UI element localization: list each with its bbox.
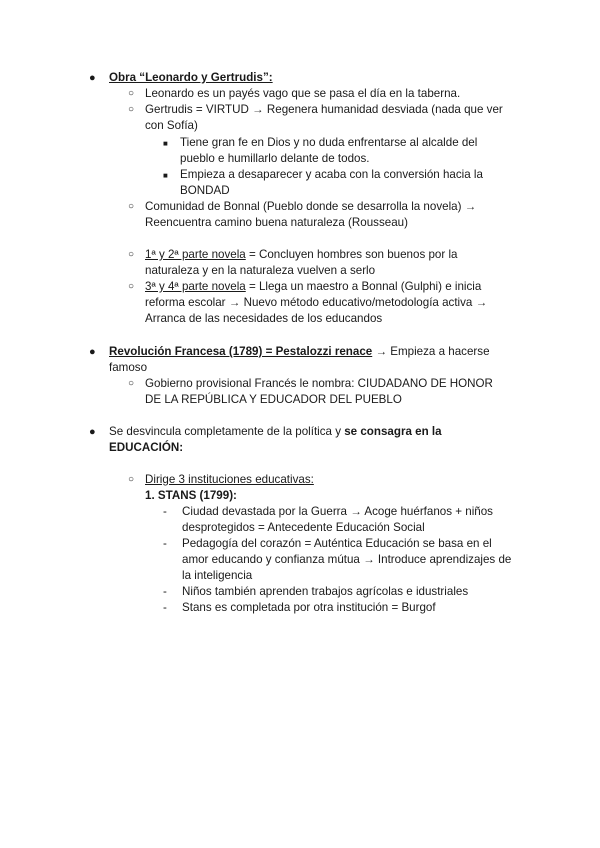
bullet-circle: ○	[128, 88, 135, 99]
bullet-dash: -	[163, 505, 167, 518]
list-item	[145, 280, 481, 294]
list-item: Stans es completada por otra institución = Burgof	[182, 601, 436, 614]
bullet-square: ■	[163, 139, 168, 148]
bullet-dash: -	[163, 585, 167, 598]
item-text: = Llega un maestro a Bonnal (Gulphi) e inicia	[245, 280, 482, 293]
bullet-dash: -	[163, 537, 167, 550]
heading-text: Revolución Francesa (1789) = Pestalozzi renace	[109, 345, 373, 358]
bullet-disc: ●	[89, 72, 96, 84]
list-item: Comunidad de Bonnal (Pueblo donde se desarrolla la novela) →	[145, 200, 477, 213]
underlined-term: 3ª y 4ª parte novela	[145, 280, 246, 293]
list-item-cont: Arranca de las necesidades de los educandos	[145, 312, 383, 325]
heading-rest: → Empieza a hacerse	[372, 345, 490, 358]
subheading: Dirige 3 instituciones educativas:	[145, 473, 314, 486]
bullet-dash: -	[163, 601, 167, 614]
list-item: Gobierno provisional Francés le nombra: CIUDADANO DE HONOR	[145, 377, 493, 390]
paragraph	[109, 425, 442, 439]
list-item-cont: naturaleza y en la naturaleza vuelven a serlo	[145, 264, 376, 277]
list-item-cont: pueblo e humillarlo delante de todos.	[180, 152, 370, 165]
list-item-cont: Reencuentra camino buena naturaleza (Rousseau)	[145, 216, 408, 229]
list-item: Leonardo es un payés vago que se pasa el día en la taberna.	[145, 87, 461, 100]
underlined-term: 1ª y 2ª parte novela	[145, 248, 246, 261]
section-heading-revolucion	[109, 345, 490, 359]
list-item-cont: desprotegidos = Antecedente Educación Social	[182, 521, 425, 534]
bullet-circle: ○	[128, 474, 135, 485]
bullet-circle: ○	[128, 104, 135, 115]
bullet-disc: ●	[89, 426, 96, 438]
list-item: Empieza a desaparecer y acaba con la conversión hacia la	[180, 168, 483, 181]
subheading-stans: 1. STANS (1799):	[145, 489, 237, 502]
paragraph-cont: EDUCACIÓN:	[109, 441, 184, 454]
bullet-circle: ○	[128, 281, 135, 292]
bold-text: se consagra en la	[344, 425, 442, 438]
bullet-circle: ○	[128, 378, 135, 389]
paragraph-text: Se desvincula completamente de la política y	[109, 425, 345, 438]
bullet-disc: ●	[89, 346, 96, 358]
list-item-cont: con Sofía)	[145, 119, 198, 132]
list-item: Gertrudis = VIRTUD → Regenera humanidad desviada (nada que ver	[145, 103, 503, 116]
list-item: Niños también aprenden trabajos agrícolas e idustriales	[182, 585, 469, 598]
list-item: Ciudad devastada por la Guerra → Acoge huérfanos + niños	[182, 505, 493, 518]
list-item-cont: la inteligencia	[182, 569, 253, 582]
list-item-cont: reforma escolar → Nuevo método educativo/metodología activa →	[145, 296, 488, 309]
section-heading-obra: Obra “Leonardo y Gertrudis”:	[109, 71, 273, 84]
list-item	[145, 248, 457, 262]
bullet-circle: ○	[128, 201, 135, 212]
list-item-cont: DE LA REPÚBLICA Y EDUCADOR DEL PUEBLO	[145, 393, 402, 406]
bullet-circle: ○	[128, 249, 135, 260]
bullet-square: ■	[163, 171, 168, 180]
item-text: = Concluyen hombres son buenos por la	[245, 248, 458, 261]
list-item-cont: BONDAD	[180, 184, 230, 197]
list-item: Pedagogía del corazón = Auténtica Educación se basa en el	[182, 537, 492, 550]
list-item: Tiene gran fe en Dios y no duda enfrentarse al alcalde del	[180, 136, 478, 149]
list-item-cont: amor educando y confianza mútua → Introduce aprendizajes de	[182, 553, 512, 566]
paragraph-cont: famoso	[109, 361, 148, 374]
